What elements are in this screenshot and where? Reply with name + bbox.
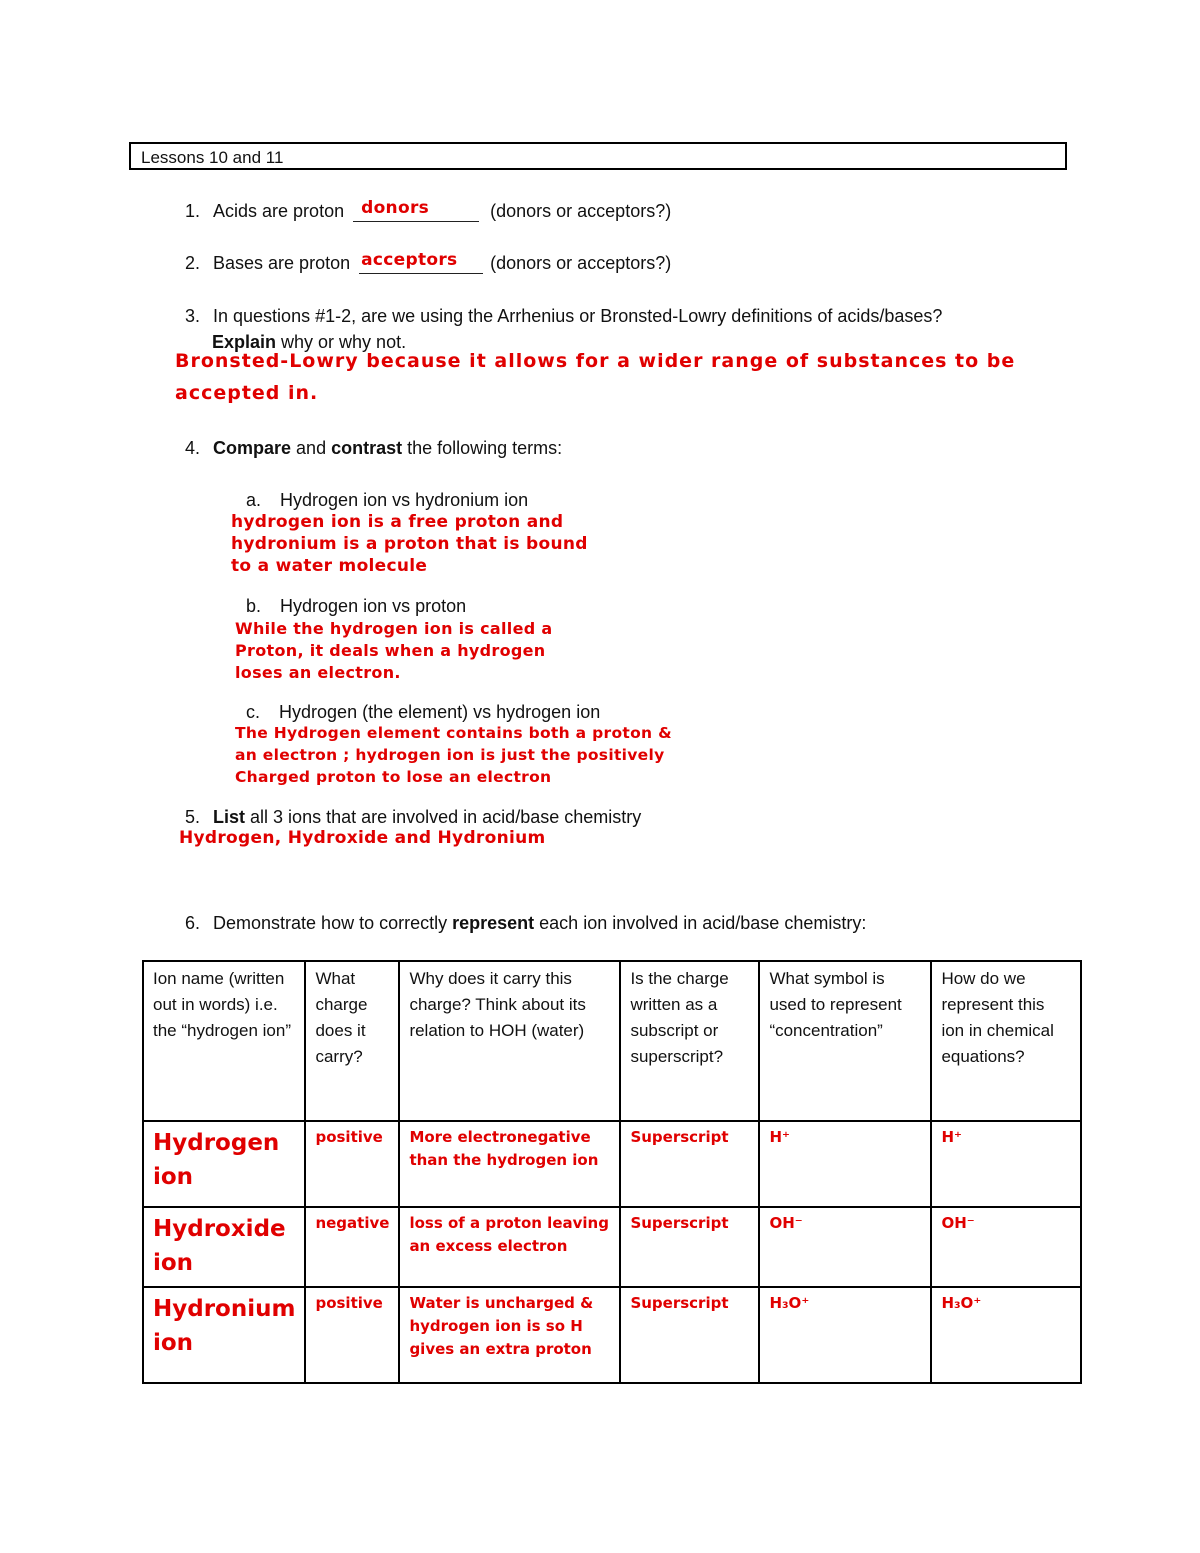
question-text: all 3 ions that are involved in acid/base chemistry	[245, 807, 642, 827]
question-3	[170, 305, 942, 327]
list-label: List	[213, 807, 246, 827]
question-number: 4.	[184, 438, 200, 458]
table-row	[143, 1287, 1081, 1383]
question-5	[170, 806, 641, 828]
answer-line: Proton, it deals when a hydrogen	[235, 641, 546, 660]
question-4c	[246, 701, 600, 723]
charge-cell: negative	[305, 1207, 399, 1287]
ion-name-cell: Hydroxide ion	[143, 1207, 305, 1287]
question-text: Demonstrate how to correctly	[213, 913, 453, 933]
answer-line: an electron ; hydrogen ion is just the positively	[235, 746, 665, 764]
question-number: 2.	[184, 253, 200, 273]
question-1	[170, 200, 671, 222]
ion-name-cell: Hydrogen ion	[143, 1121, 305, 1207]
question-number: 6.	[184, 913, 200, 933]
header-charge: What charge does it carry?	[305, 961, 399, 1121]
handwritten-answer-4a	[231, 511, 588, 577]
explain-label: Explain	[212, 332, 277, 352]
page-title: Lessons 10 and 11	[141, 148, 284, 167]
answer-line: loses an electron.	[235, 663, 401, 682]
sub-question-text: Hydrogen (the element) vs hydrogen ion	[279, 702, 601, 722]
question-4	[170, 437, 562, 459]
question-number: 3.	[184, 306, 200, 326]
handwritten-answer-3	[175, 345, 1015, 409]
compare-label: Compare	[213, 438, 292, 458]
question-4a	[246, 489, 528, 511]
charge-cell: positive	[305, 1287, 399, 1383]
table-header-row	[143, 961, 1081, 1121]
header-symbol: What symbol is used to represent “concentration”	[759, 961, 931, 1121]
ion-name-cell: Hydronium ion	[143, 1287, 305, 1383]
answer-blank	[353, 198, 479, 222]
handwritten-answer-4c	[235, 722, 672, 788]
answer-line: Charged proton to lose an electron	[235, 768, 552, 786]
answer-line: The Hydrogen element contains both a proton &	[235, 724, 672, 742]
answer-line: to a water molecule	[231, 556, 428, 576]
explain-text: why or why not.	[276, 332, 407, 352]
script-cell: Superscript	[620, 1207, 759, 1287]
equation-cell: OH⁻	[931, 1207, 1081, 1287]
table-row	[143, 1207, 1081, 1287]
question-text: the following terms:	[402, 438, 563, 458]
sub-question-text: Hydrogen ion vs hydronium ion	[280, 490, 529, 510]
header-equation: How do we represent this ion in chemical equations?	[931, 961, 1081, 1121]
answer-line: accepted in.	[175, 382, 319, 404]
sub-question-text: Hydrogen ion vs proton	[280, 596, 467, 616]
answer-line: Bronsted-Lowry because it allows for a wider range of substances to be	[175, 350, 1016, 372]
handwritten-answer-4b	[235, 618, 552, 684]
header-ion-name: Ion name (written out in words) i.e. the “hydrogen ion”	[143, 961, 305, 1121]
table-row	[143, 1121, 1081, 1207]
question-text: and	[291, 438, 332, 458]
header-why: Why does it carry this charge? Think about its relation to HOH (water)	[399, 961, 620, 1121]
header-box	[129, 142, 1067, 170]
question-number: 1.	[184, 201, 200, 221]
handwritten-answer-5: Hydrogen, Hydroxide and Hydronium	[179, 828, 546, 848]
question-2	[170, 252, 671, 274]
question-text: each ion involved in acid/base chemistry:	[534, 913, 867, 933]
sub-letter: c.	[246, 702, 261, 722]
contrast-label: contrast	[331, 438, 403, 458]
question-6	[170, 912, 866, 934]
charge-cell: positive	[305, 1121, 399, 1207]
sub-letter: a.	[246, 490, 262, 510]
symbol-cell: H⁺	[759, 1121, 931, 1207]
sub-letter: b.	[246, 596, 262, 616]
question-text: Acids are proton	[213, 201, 345, 221]
why-cell: Water is uncharged & hydrogen ion is so H gives an extra proton	[399, 1287, 620, 1383]
equation-cell: H₃O⁺	[931, 1287, 1081, 1383]
symbol-cell: H₃O⁺	[759, 1287, 931, 1383]
ions-table	[142, 960, 1082, 1384]
answer-line: While the hydrogen ion is called a	[235, 619, 553, 638]
symbol-cell: OH⁻	[759, 1207, 931, 1287]
question-4b	[246, 595, 466, 617]
equation-cell: H⁺	[931, 1121, 1081, 1207]
question-text: In questions #1-2, are we using the Arrhenius or Bronsted-Lowry definitions of acids/bases?	[213, 306, 943, 326]
question-text: Bases are proton	[213, 253, 351, 273]
header-script: Is the charge written as a subscript or superscript?	[620, 961, 759, 1121]
answer-line: hydronium is a proton that is bound	[231, 534, 588, 554]
handwritten-answer: acceptors	[361, 250, 458, 270]
why-cell: loss of a proton leaving an excess electron	[399, 1207, 620, 1287]
question-number: 5.	[184, 807, 200, 827]
answer-line: hydrogen ion is a free proton and	[231, 512, 564, 532]
script-cell: Superscript	[620, 1121, 759, 1207]
question-hint: (donors or acceptors?)	[490, 253, 672, 273]
handwritten-answer: donors	[361, 198, 430, 218]
script-cell: Superscript	[620, 1287, 759, 1383]
question-hint: (donors or acceptors?)	[490, 201, 672, 221]
why-cell: More electronegative than the hydrogen ion	[399, 1121, 620, 1207]
represent-label: represent	[452, 913, 535, 933]
answer-blank	[359, 250, 483, 274]
